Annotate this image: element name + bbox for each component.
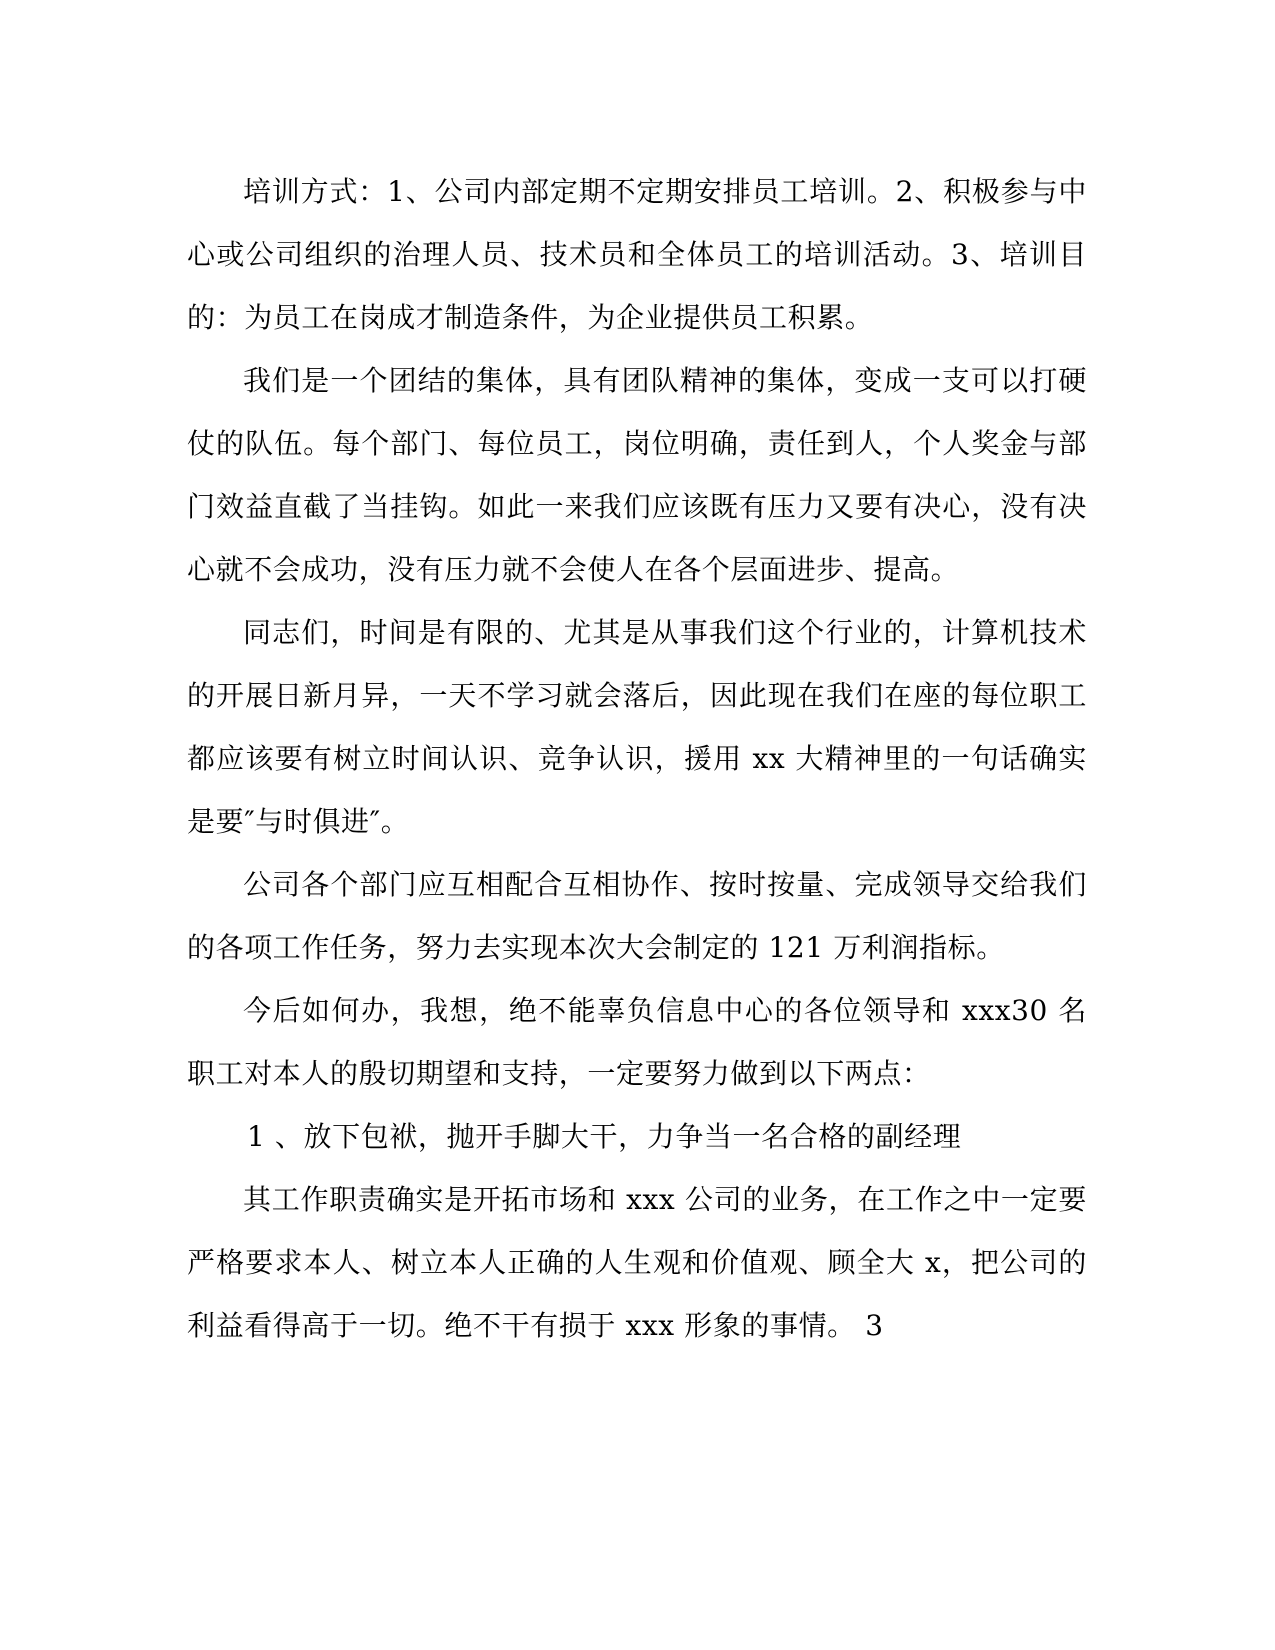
paragraph-department-cooperation: 公司各个部门应互相配合互相协作、按时按量、完成领导交给我们的各项工作任务，努力去实现本次大会制定的 121 万利润指标。 [187,868,1087,964]
list-item-point-one: 1 、放下包袱，抛开手脚大干，力争当一名合格的副经理 [247,1120,962,1153]
document-body [187,160,1087,1357]
paragraph-team-spirit: 我们是一个团结的集体，具有团队精神的集体，变成一支可以打硬仗的队伍。每个部门、每位员工，岗位明确，责任到人，个人奖金与部门效益直截了当挂钩。如此一来我们应该既有压力又要有决心，没有决心就不会成功，没有压力就不会使人在各个层面进步、提高。 [187,364,1087,586]
paragraph-keep-pace: 同志们，时间是有限的、尤其是从事我们这个行业的，计算机技术的开展日新月异，一天不学习就会落后，因此现在我们在座的每位职工都应该要有树立时间认识、竞争认识，援用 xx 大精神里的一句话确实是要″与时俱进″。 [187,616,1087,838]
paragraph-future-plan: 今后如何办，我想，绝不能辜负信息中心的各位领导和 xxx30 名职工对本人的殷切期望和支持，一定要努力做到以下两点： [187,994,1087,1090]
paragraph-job-duties: 其工作职责确实是开拓市场和 xxx 公司的业务，在工作之中一定要严格要求本人、树立本人正确的人生观和价值观、顾全大 x，把公司的利益看得高于一切。绝不干有损于 xxx 形象的事情。 3 [187,1183,1087,1342]
paragraph-training-methods: 培训方式：1、公司内部定期不定期安排员工培训。2、积极参与中心或公司组织的治理人员、技术员和全体员工的培训活动。3、培训目的：为员工在岗成才制造条件，为企业提供员工积累。 [187,175,1087,334]
